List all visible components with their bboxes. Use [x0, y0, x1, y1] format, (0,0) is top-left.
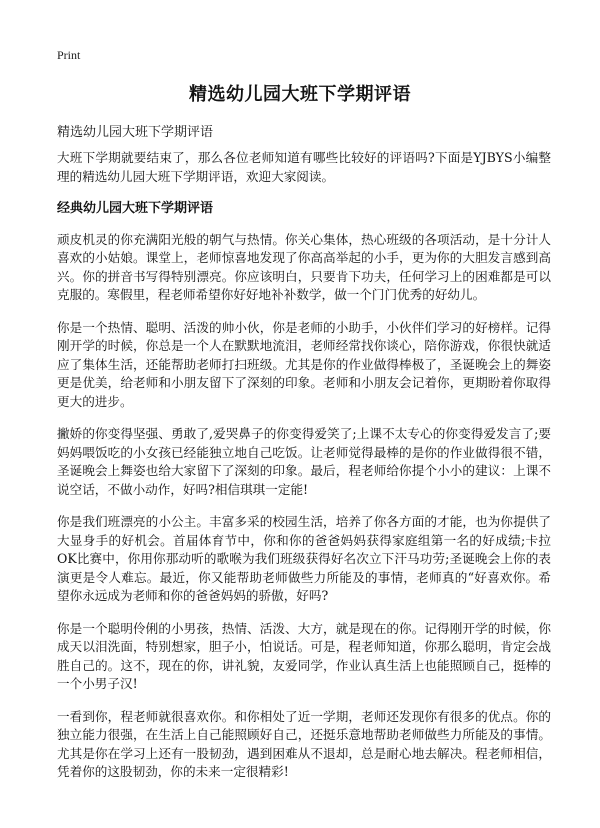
comment-paragraph: 你是一个聪明伶俐的小男孩，热情、活泼、大方，就是现在的你。记得刚开学的时候，你成天以泪洗面，特别想家，胆子小，怕说话。可是，程老师知道，你那么聪明，肯定会战胜自己的。这不，现在的你，讲礼貌，友爱同学，作业认真生活上也能照顾自己，挺棒的一个小男子汉!: [57, 620, 551, 691]
print-label: Print: [57, 48, 81, 62]
page-title: 精选幼儿园大班下学期评语: [189, 84, 411, 105]
article-body: [57, 149, 551, 796]
comment-paragraph: 撇娇的你变得坚强、勇敢了,爱哭鼻子的你变得爱笑了;上课不太专心的你变得爱发言了;要妈妈喂饭吃的小女孩已经能独立地自己吃饭。让老师觉得最棒的是你的作业做得很不错，圣诞晚会上舞姿也给大家留下了深刻的印象。最后，程老师给你提个小小的建议：上课不说空话，不做小动作，好吗?相信琪琪一定能!: [57, 426, 551, 497]
section-heading: 经典幼儿园大班下学期评语: [57, 201, 214, 216]
intro-paragraph: 大班下学期就要结束了，那么各位老师知道有哪些比较好的评语吗?下面是YJBYS小编整理的精选幼儿园大班下学期评语，欢迎大家阅读。: [57, 150, 551, 184]
comment-paragraph: 你是我们班漂亮的小公主。丰富多采的校园生活，培养了你各方面的才能，也为你提供了大显身手的好机会。首届体育节中，你和你的爸爸妈妈获得家庭组第一名的好成绩;卡拉OK比赛中，你用你那动听的歌喉为我们班级获得好名次立下汗马功劳;圣诞晚会上你的表演更是令人难忘。最近，你又能帮助老师做些力所能及的事情，老师真的“好喜欢你。希望你永远成为老师和你的爸爸妈妈的骄傲，好吗?: [57, 514, 551, 603]
page-subtitle: 精选幼儿园大班下学期评语: [57, 125, 214, 140]
comment-paragraph: 一看到你，程老师就很喜欢你。和你相处了近一学期，老师还发现你有很多的优点。你的独立能力很强，在生活上自己能照顾好自己，还挺乐意地帮助老师做些力所能及的事情。尤其是你在学习上还有一股韧劲，遇到困难从不退却，总是耐心地去解决。程老师相信，凭着你的这股韧劲，你的未来一定很精彩!: [57, 708, 551, 779]
comment-paragraph: 你是一个热情、聪明、活泼的帅小伙，你是老师的小助手，小伙伴们学习的好榜样。记得刚开学的时候，你总是一个人在默默地流泪，老师经常找你谈心，陪你游戏，你很快就适应了集体生活，还能帮助老师打扫班级。尤其是你的作业做得棒极了，圣诞晚会上的舞姿更是优美，给老师和小朋友留下了深刻的印象。老师和小朋友会记着你，更期盼着你取得更大的进步。: [57, 319, 551, 409]
comment-paragraph: 顽皮机灵的你充满阳光般的朝气与热情。你关心集体，热心班级的各项活动，是十分计人喜欢的小姑娘。课堂上，老师惊喜地发现了你高高举起的小手，更为你的大胆发言感到高兴。你的拼音书写得特别漂亮。你应该明白，只要肯下功夫，任何学习上的困难都是可以克服的。寒假里，程老师希望你好好地补补数学，做一个门门优秀的好幼儿。: [57, 231, 551, 302]
